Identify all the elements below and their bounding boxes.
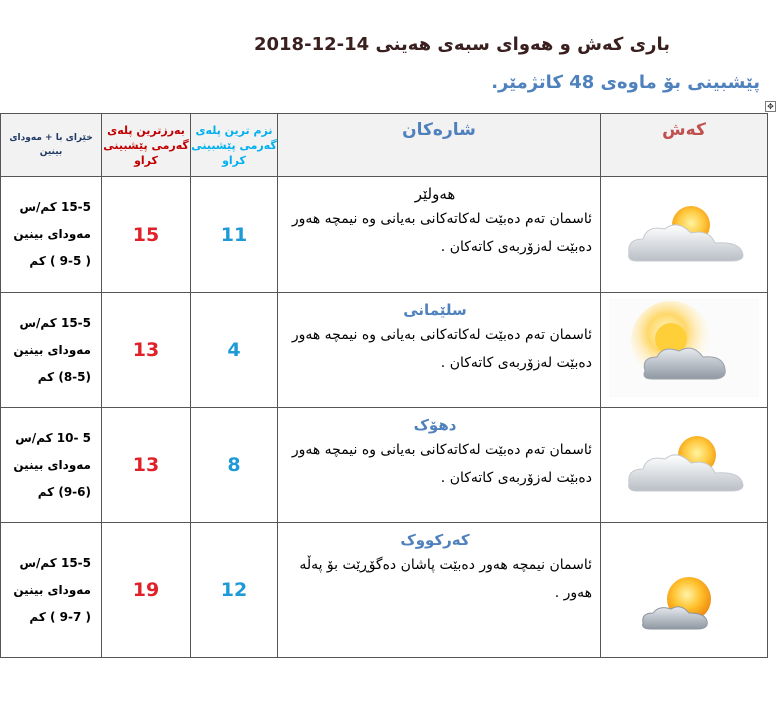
visibility-range: ( 9-5 ) کم [29, 254, 91, 268]
weather-icon-cell [601, 408, 768, 523]
column-header-cities: شارەکان [278, 114, 601, 177]
city-cell [278, 408, 601, 523]
city-name: هەولێر [414, 185, 456, 203]
city-name: دهۆک [413, 416, 457, 434]
weather-icon-cell [601, 293, 768, 408]
city-cell [278, 523, 601, 658]
wind-speed: 15-5 کم/س [19, 315, 91, 330]
table-row [1, 523, 768, 658]
weather-description: ئاسمان تەم دەبێت لەکاتەکانی بەیانی وە نیمچە هەور دەبێت لەزۆربەی کاتەکان . [291, 211, 592, 255]
max-temp-cell: 13 [102, 408, 191, 523]
column-header-wind: خێرای با + مەودای بینین [1, 114, 102, 177]
visibility-label: مەودای بینین [13, 227, 91, 241]
column-header-max-temp: بەرزترین پلەی گەرمی پێشبینی کراو [102, 114, 191, 177]
page-subtitle: پێشبینی بۆ ماوەی 48 کاتژمێر. [491, 72, 760, 93]
page-title: باری کەش و هەوای سبەی هەینی 14-12-2018 [253, 34, 670, 55]
min-temp-cell: 8 [191, 408, 278, 523]
visibility-range: ( 9-7 ) کم [29, 609, 91, 624]
wind-speed: 5 -10 کم/س [15, 430, 91, 445]
sun-behind-cloud-icon [609, 299, 759, 397]
table-row [1, 177, 768, 293]
wind-cell [1, 177, 102, 293]
sun-with-small-cloud-icon [629, 573, 739, 633]
weather-description: ئاسمان تەم دەبێت لەکاتەکانی بەیانی وە نیمچە هەور دەبێت لەزۆربەی کاتەکان . [291, 327, 592, 371]
table-move-handle-icon[interactable]: ✥ [765, 101, 776, 112]
visibility-label: مەودای بینین [13, 457, 91, 472]
wind-cell [1, 408, 102, 523]
max-temp-cell: 13 [102, 293, 191, 408]
visibility-label: مەودای بینین [13, 342, 91, 357]
wind-cell [1, 523, 102, 658]
table-header-row [1, 114, 768, 177]
table-row [1, 293, 768, 408]
min-temp-cell: 12 [191, 523, 278, 658]
column-header-min-temp: نزم ترین پلەی گەرمی پێشبینی کراو [191, 114, 278, 177]
visibility-range: (8-5) کم [37, 369, 91, 384]
weather-icon-cell [601, 177, 768, 293]
weather-description: ئاسمان تەم دەبێت لەکاتەکانی بەیانی وە نیمچە هەور دەبێت لەزۆربەی کاتەکان . [291, 442, 592, 486]
city-cell [278, 177, 601, 293]
city-name: سلێمانی [403, 301, 467, 319]
wind-speed: 15-5 کم/س [19, 200, 91, 214]
partly-cloudy-icon [619, 433, 749, 493]
weather-icon-cell [601, 523, 768, 658]
city-name: کەرکووک [400, 531, 470, 549]
min-temp-cell: 11 [191, 177, 278, 293]
city-cell [278, 293, 601, 408]
wind-speed: 15-5 کم/س [19, 555, 91, 570]
wind-cell [1, 293, 102, 408]
weather-description: ئاسمان نیمچە هەور دەبێت پاشان دەگۆڕێت بۆ پەڵە هەور . [299, 557, 592, 601]
column-header-weather: کەش [601, 114, 768, 177]
weather-table [0, 113, 768, 658]
max-temp-cell: 19 [102, 523, 191, 658]
table-row [1, 408, 768, 523]
visibility-label: مەودای بینین [13, 582, 91, 597]
partly-cloudy-icon [619, 203, 749, 263]
min-temp-cell: 4 [191, 293, 278, 408]
max-temp-cell: 15 [102, 177, 191, 293]
visibility-range: (9-6) کم [37, 484, 91, 499]
